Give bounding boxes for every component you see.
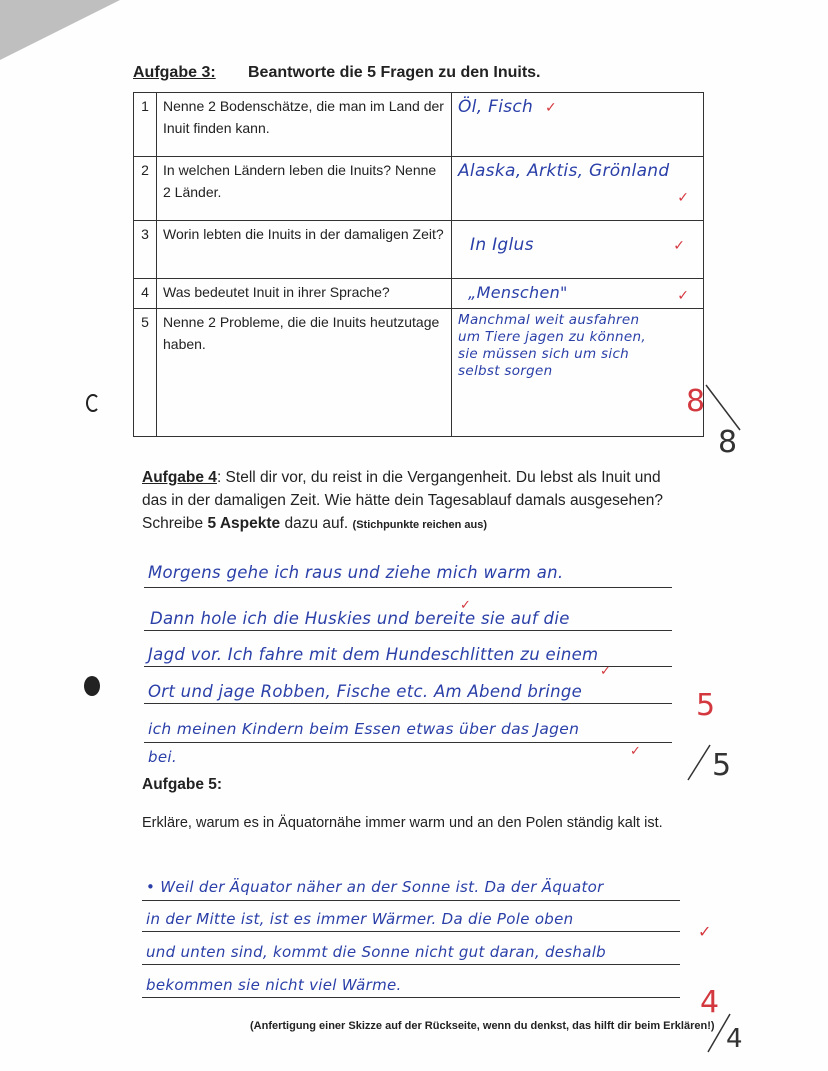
answer-cell <box>452 279 704 309</box>
score-earned: 5 <box>696 688 716 723</box>
answer-cell <box>452 221 704 279</box>
task4-handwriting-line: Ort und jage Robben, Fische etc. Am Abend bringe <box>148 682 583 701</box>
answer-line <box>142 964 680 965</box>
task4-handwriting-line: Dann hole ich die Huskies und bereite sie auf die <box>150 609 570 628</box>
score-total: 5 <box>712 748 732 783</box>
answer-line <box>142 997 680 998</box>
row-number: 4 <box>134 279 157 309</box>
check-mark: ✓ <box>673 238 685 254</box>
row-number: 5 <box>134 309 157 437</box>
row-number: 1 <box>134 93 157 157</box>
handwritten-answer-line: sie müssen sich um sich <box>458 346 630 362</box>
task5-label: Aufgabe 5: <box>142 776 223 793</box>
check-mark: ✓ <box>600 664 611 679</box>
task5-handwriting-line: in der Mitte ist, ist es immer Wärmer. Da die Pole oben <box>146 910 574 928</box>
answer-line <box>142 900 680 901</box>
table-row <box>134 309 704 437</box>
task4-label: Aufgabe 4 <box>142 469 217 486</box>
answer-cell <box>452 309 704 437</box>
table-row <box>134 221 704 279</box>
task4-text-bold: 5 Aspekte <box>207 515 281 532</box>
score-earned: 8 <box>686 384 706 419</box>
check-mark: ✓ <box>698 922 712 941</box>
table-row <box>134 93 704 157</box>
task4-prompt <box>142 466 682 537</box>
page-corner-fold <box>0 0 120 60</box>
answer-cell <box>452 93 704 157</box>
check-mark: ✓ <box>677 190 689 206</box>
row-number: 3 <box>134 221 157 279</box>
task4-handwriting-line: Morgens gehe ich raus und ziehe mich warm an. <box>148 563 564 582</box>
handwritten-answer-line: um Tiere jagen zu können, <box>458 329 646 345</box>
score-earned: 4 <box>700 985 720 1020</box>
answer-line <box>144 630 672 631</box>
question-text: Worin lebten die Inuits in der damaligen Zeit? <box>157 221 452 279</box>
handwritten-answer-line: Manchmal weit ausfahren <box>458 312 640 328</box>
question-table <box>133 92 704 437</box>
answer-line <box>144 742 672 743</box>
task4-handwriting-line: bei. <box>148 748 177 766</box>
task4-handwriting-line: Jagd vor. Ich fahre mit dem Hundeschlitten zu einem <box>148 645 599 664</box>
task3-title: Beantworte die 5 Fragen zu den Inuits. <box>248 64 541 81</box>
table-row <box>134 279 704 309</box>
question-text: Nenne 2 Probleme, die die Inuits heutzutage haben. <box>157 309 452 437</box>
task4-hint: (Stichpunkte reichen aus) <box>352 519 488 531</box>
task5-prompt: Erkläre, warum es in Äquatornähe immer warm und an den Polen ständig kalt ist. <box>142 815 663 831</box>
answer-line <box>144 587 672 588</box>
task4-text-part2: dazu auf. <box>280 515 353 532</box>
check-mark: ✓ <box>544 100 557 116</box>
task5-handwriting-line: bekommen sie nicht viel Wärme. <box>146 976 402 994</box>
handwritten-answer: In Iglus <box>470 235 534 255</box>
task4-text-part1: : Stell dir vor, du reist in die Vergangenheit. Du lebst als Inuit und das in der damaligen Zeit. Wie hätte dein Tagesablauf damals ausgesehen? Schreibe <box>142 469 664 532</box>
answer-line <box>144 666 672 667</box>
task5-handwriting-line: und unten sind, kommt die Sonne nicht gut daran, deshalb <box>146 943 607 961</box>
punch-hole <box>86 394 100 412</box>
handwritten-answer: Alaska, Arktis, Grönland <box>458 161 670 181</box>
punch-hole <box>84 676 100 696</box>
handwritten-answer-line: selbst sorgen <box>458 363 553 379</box>
task5-footnote: (Anfertigung einer Skizze auf der Rückseite, wenn du denkst, das hilft dir beim Erklären!) <box>250 1020 715 1032</box>
task3-label: Aufgabe 3: <box>133 64 216 81</box>
question-text: Nenne 2 Bodenschätze, die man im Land der Inuit finden kann. <box>157 93 452 157</box>
answer-line <box>142 931 680 932</box>
answer-cell <box>452 157 704 221</box>
check-mark: ✓ <box>630 744 641 759</box>
handwritten-answer: Öl, Fisch <box>458 97 534 117</box>
check-mark: ✓ <box>460 598 471 613</box>
task5-handwriting-line: • Weil der Äquator näher an der Sonne ist. Da der Äquator <box>146 878 604 896</box>
task4-handwriting-line: ich meinen Kindern beim Essen etwas über das Jagen <box>148 720 580 738</box>
check-mark: ✓ <box>677 288 689 304</box>
table-row <box>134 157 704 221</box>
answer-line <box>144 703 672 704</box>
handwritten-answer: „Menschen" <box>468 283 568 302</box>
question-text: Was bedeutet Inuit in ihrer Sprache? <box>157 279 452 309</box>
score-total: 4 <box>726 1024 743 1054</box>
question-text: In welchen Ländern leben die Inuits? Nenne 2 Länder. <box>157 157 452 221</box>
row-number: 2 <box>134 157 157 221</box>
score-total: 8 <box>718 425 738 460</box>
